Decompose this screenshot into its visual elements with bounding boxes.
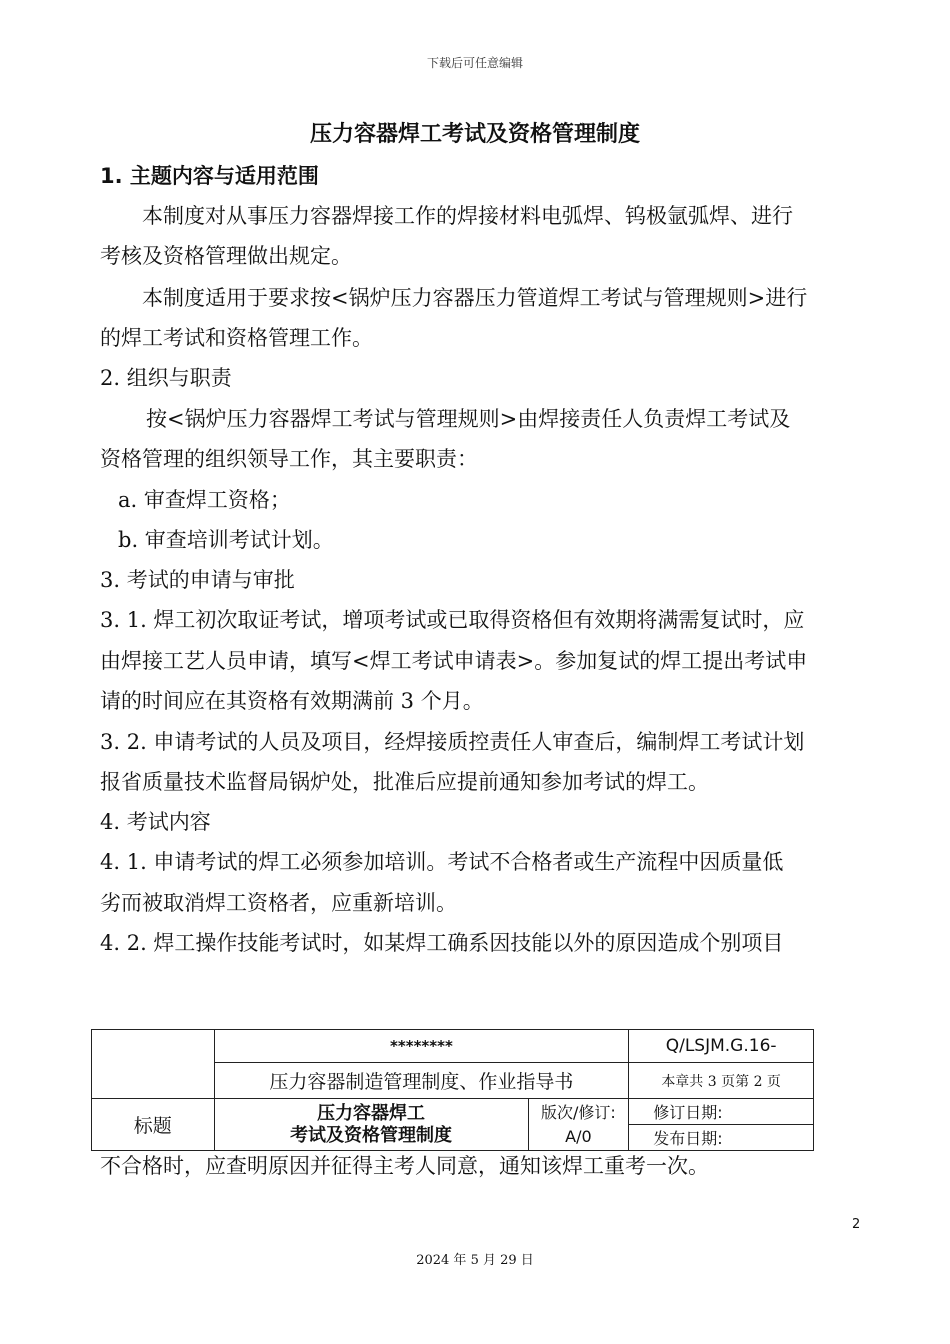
table-title-line-2: 考试及资格管理制度 (290, 1124, 453, 1146)
revise-date-cell: 修订日期: (629, 1099, 814, 1125)
paragraph-3-1-line-3: 请的时间应在其资格有效期满前 3 个月。 (100, 689, 484, 713)
paragraph-3-line-1: 按<锅炉压力容器焊工考试与管理规则>由焊接责任人负责焊工考试及 (146, 407, 791, 431)
list-item-a: a. 审查焊工资格； (118, 488, 291, 512)
manual-name-cell: 压力容器制造管理制度、作业指导书 (214, 1063, 629, 1099)
paragraph-3-line-2: 资格管理的组织领导工作，其主要职责： (100, 447, 478, 471)
section-4-heading: 4. 考试内容 (100, 810, 211, 834)
page-count-cell: 本章共 3 页第 2 页 (629, 1063, 814, 1099)
list-item-b: b. 审查培训考试计划。 (118, 528, 334, 552)
publish-date-cell: 发布日期: (629, 1125, 814, 1151)
paragraph-1-line-2: 考核及资格管理做出规定。 (100, 244, 352, 268)
paragraph-3-1-line-1: 3. 1. 焊工初次取证考试，增项考试或已取得资格但有效期将满需复试时，应 (100, 608, 805, 632)
table-title-line-1: 压力容器焊工 (317, 1102, 426, 1124)
paragraph-4-2-line-1: 4. 2. 焊工操作技能考试时，如某焊工确系因技能以外的原因造成个别项目 (100, 931, 784, 955)
version-label: 版次/修订: (541, 1102, 616, 1122)
version-value: A/0 (565, 1126, 592, 1146)
paragraph-2-line-2: 的焊工考试和资格管理工作。 (100, 326, 373, 350)
doc-code-cell: Q/LSJM.G.16- (629, 1030, 814, 1063)
company-cell: ******** (214, 1030, 629, 1063)
title-cell (214, 1099, 528, 1151)
title-label-cell: 标题 (92, 1099, 215, 1151)
document-control-table (91, 1029, 814, 1151)
paragraph-3-2-line-1: 3. 2. 申请考试的人员及项目，经焊接质控责任人审查后，编制焊工考试计划 (100, 730, 805, 754)
section-2-heading: 2. 组织与职责 (100, 366, 232, 390)
paragraph-1-line-1: 本制度对从事压力容器焊接工作的焊接材料电弧焊、钨极氩弧焊、进行 (142, 204, 793, 228)
header-note: 下载后可任意编辑 (426, 56, 523, 70)
paragraph-3-1-line-2: 由焊接工艺人员申请，填写<焊工考试申请表>。参加复试的焊工提出考试申 (100, 649, 808, 673)
paragraph-3-2-line-2: 报省质量技术监督局锅炉处，批准后应提前通知参加考试的焊工。 (100, 770, 709, 794)
paragraph-4-1-line-2: 劣而被取消焊工资格者，应重新培训。 (100, 891, 457, 915)
paragraph-4-1-line-1: 4. 1. 申请考试的焊工必须参加培训。考试不合格者或生产流程中因质量低 (100, 850, 784, 874)
version-cell (528, 1099, 629, 1151)
continuation-line: 不合格时，应查明原因并征得主考人同意，通知该焊工重考一次。 (100, 1154, 709, 1178)
empty-cell (92, 1030, 215, 1099)
page-number: 2 (852, 1217, 861, 1232)
document-title: 压力容器焊工考试及资格管理制度 (309, 122, 640, 147)
paragraph-2-line-1: 本制度适用于要求按<锅炉压力容器压力管道焊工考试与管理规则>进行 (142, 286, 808, 310)
footer-date: 2024 年 5 月 29 日 (416, 1253, 534, 1268)
section-3-heading: 3. 考试的申请与审批 (100, 568, 295, 592)
section-1-heading: 1. 主题内容与适用范围 (100, 164, 319, 188)
